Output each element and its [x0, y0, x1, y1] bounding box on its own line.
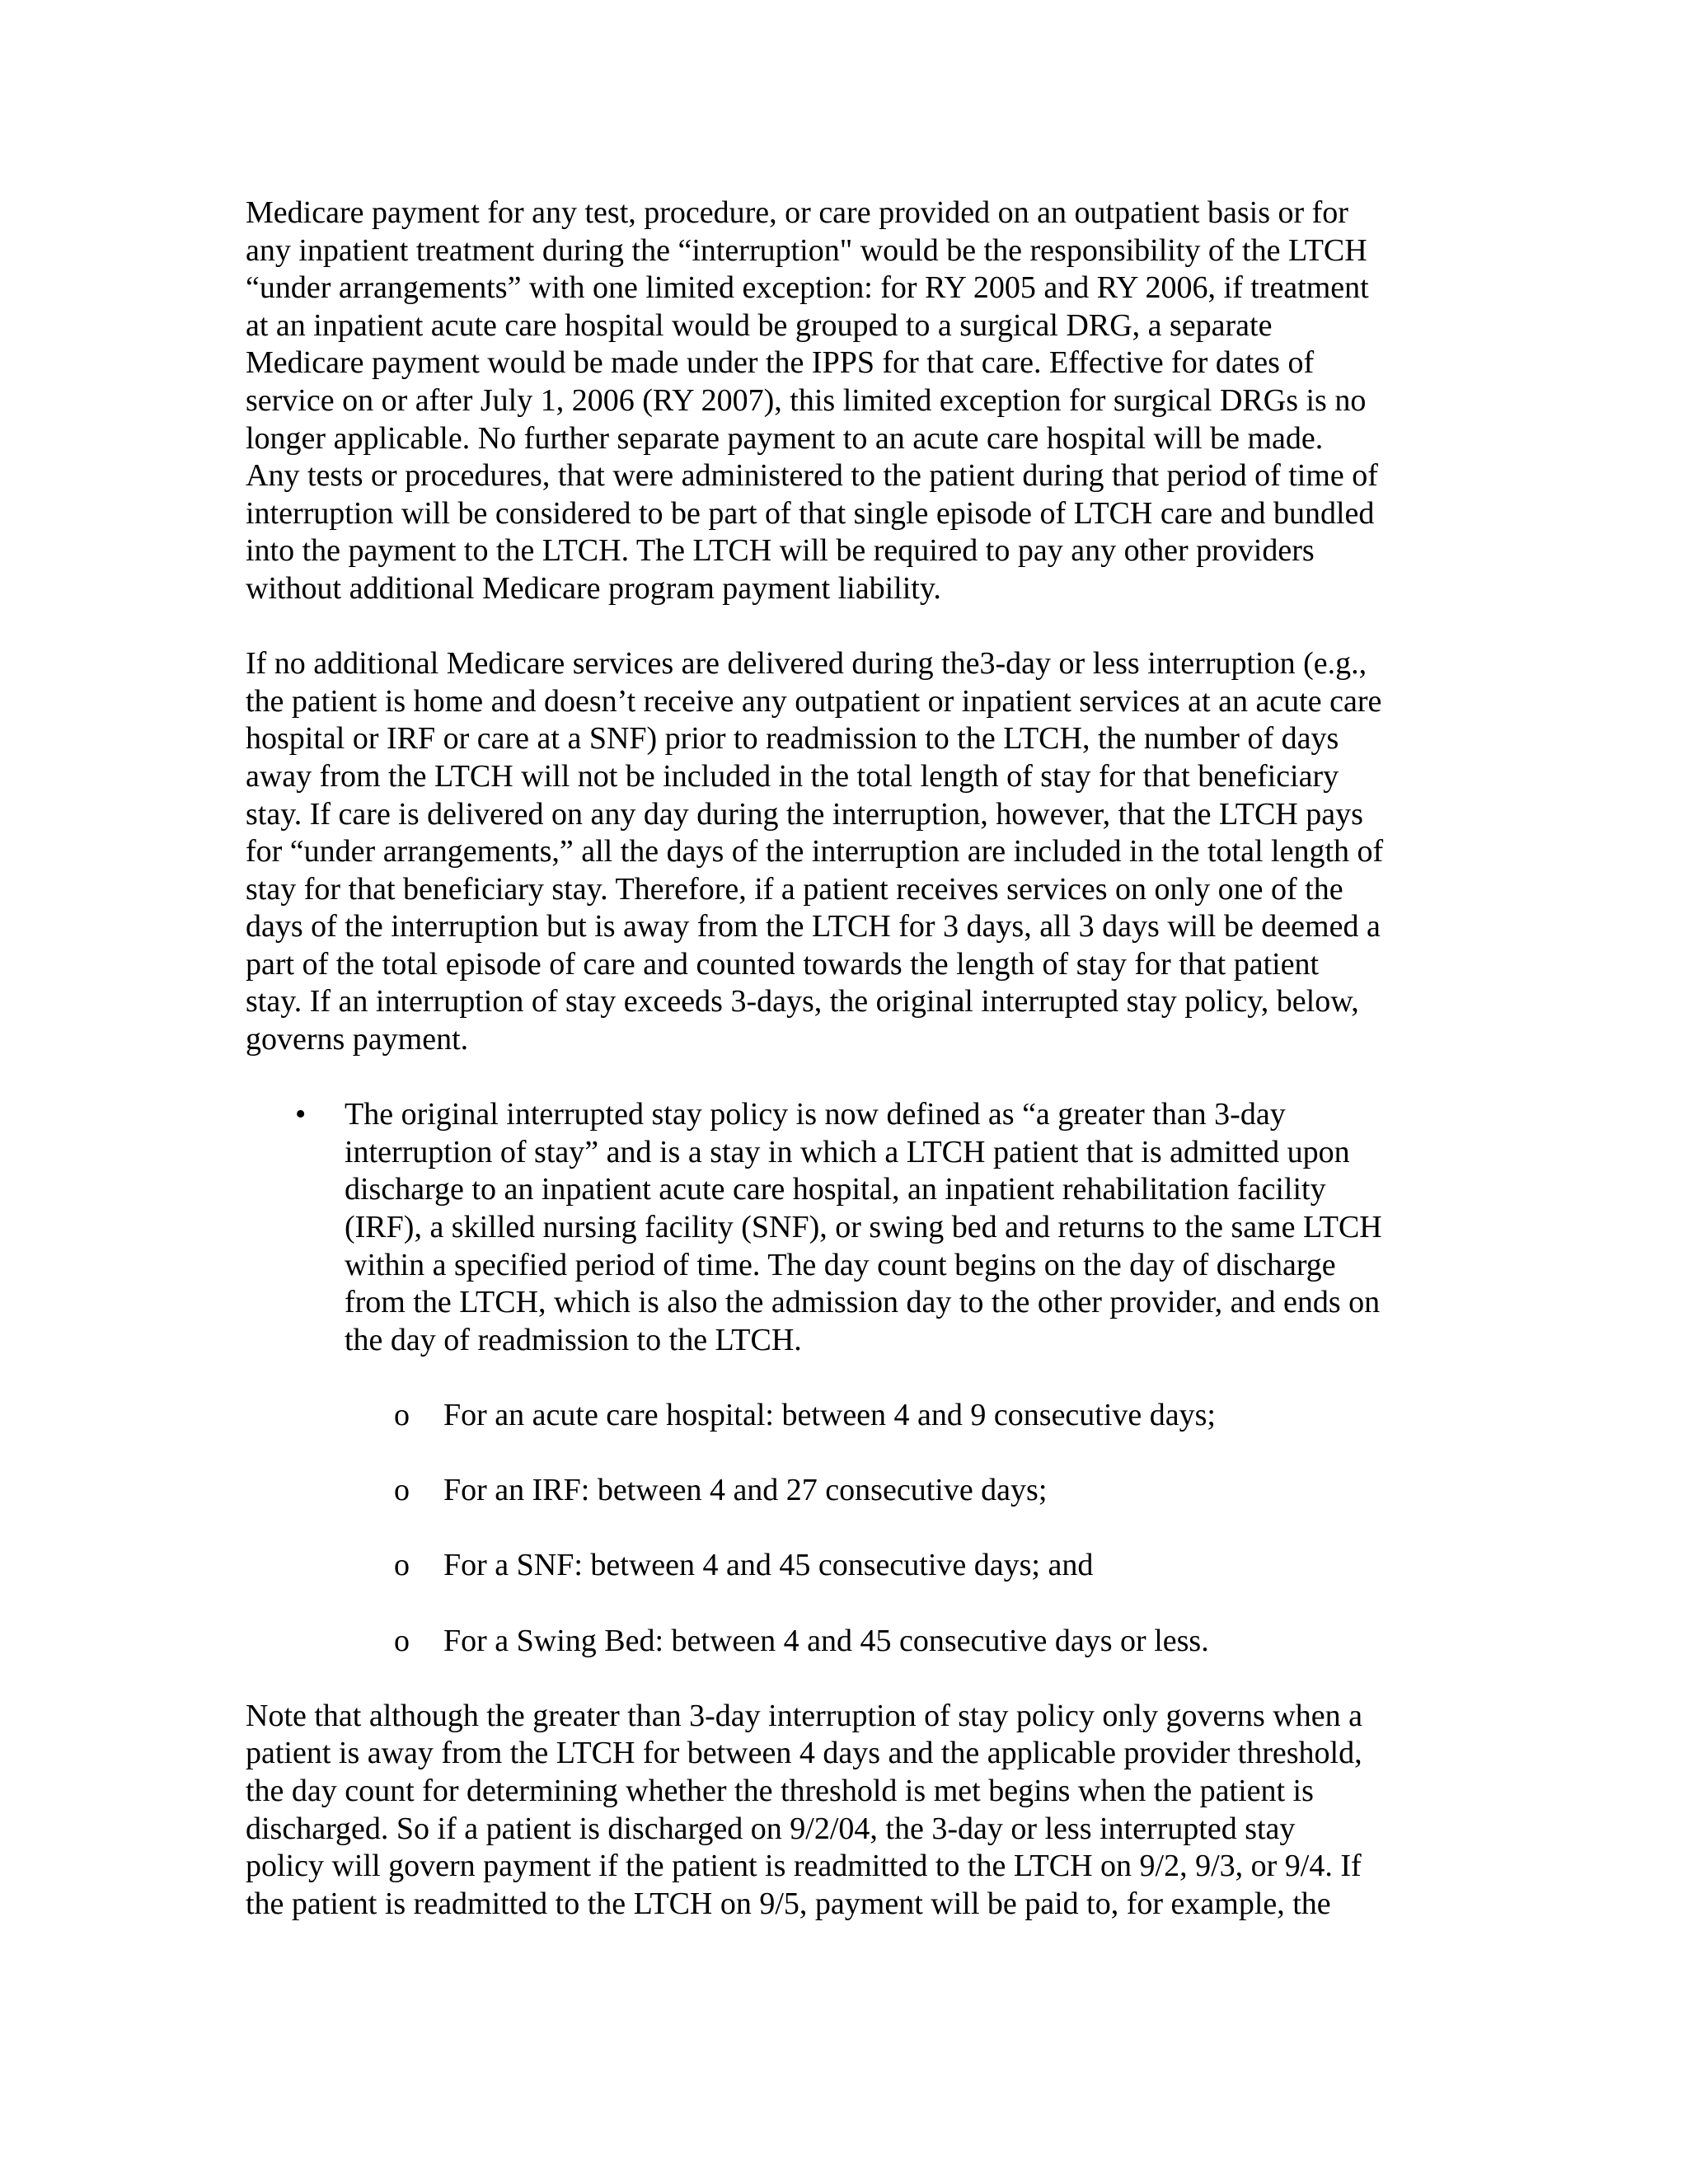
threshold-list	[246, 1397, 1449, 1660]
text-line: stay for that beneficiary stay. Therefore, if a patient receives services on only one of the	[246, 871, 1343, 907]
text-line: If no additional Medicare services are delivered during the3-day or less interruption (e.g.,	[246, 646, 1367, 682]
sub-bullet-marker: o	[394, 1548, 410, 1583]
text-line: policy will govern payment if the patient is readmitted to the LTCH on 9/2, 9/3, or 9/4. If	[246, 1849, 1362, 1884]
text-line: discharge to an inpatient acute care hospital, an inpatient rehabilitation facility	[345, 1172, 1326, 1207]
text-line: interruption will be considered to be part of that single episode of LTCH care and bundled	[246, 495, 1375, 531]
text-line: part of the total episode of care and counted towards the length of stay for that patient	[246, 946, 1320, 982]
text-line: from the LTCH, which is also the admission day to the other provider, and ends on	[345, 1285, 1381, 1320]
paragraph-three-day-interruption	[246, 645, 1449, 1059]
document-page	[246, 194, 1449, 1923]
text-line: interruption of stay” and is a stay in which a LTCH patient that is admitted upon	[345, 1134, 1350, 1169]
paragraph-day-count-note	[246, 1698, 1449, 1924]
text-line: For an acute care hospital: between 4 and 9 consecutive days;	[443, 1398, 1216, 1432]
text-line: hospital or IRF or care at a SNF) prior to readmission to the LTCH, the number of days	[246, 721, 1339, 757]
text-line: “under arrangements” with one limited exception: for RY 2005 and RY 2006, if treatment	[246, 270, 1369, 306]
text-line: Medicare payment for any test, procedure, or care provided on an outpatient basis or for	[246, 195, 1348, 230]
list-item	[246, 1623, 1449, 1661]
text-line: the patient is readmitted to the LTCH on 9/5, payment will be paid to, for example, the	[246, 1886, 1331, 1921]
text-line: Note that although the greater than 3-day interruption of stay policy only governs when a	[246, 1698, 1362, 1733]
text-line: (IRF), a skilled nursing facility (SNF), or swing bed and returns to the same LTCH	[345, 1210, 1382, 1245]
sub-bullet-marker: o	[394, 1623, 410, 1658]
text-line: Medicare payment would be made under the IPPS for that care. Effective for dates of	[246, 345, 1315, 381]
text-line: The original interrupted stay policy is now defined as “a greater than 3-day	[345, 1097, 1286, 1132]
bullet-marker: •	[295, 1097, 307, 1132]
text-line: governs payment.	[246, 1022, 469, 1057]
text-line: For an IRF: between 4 and 27 consecutive days;	[443, 1473, 1048, 1508]
text-line: longer applicable. No further separate payment to an acute care hospital will be made.	[246, 420, 1324, 456]
list-item	[246, 1472, 1449, 1510]
text-line: at an inpatient acute care hospital would be grouped to a surgical DRG, a separate	[246, 307, 1273, 343]
text-line: for “under arrangements,” all the days of the interruption are included in the total length of	[246, 834, 1384, 869]
text-line: without additional Medicare program payment liability.	[246, 570, 941, 606]
text-line: any inpatient treatment during the “interruption" would be the responsibility of the LTCH	[246, 232, 1367, 268]
text-line: stay. If care is delivered on any day during the interruption, however, that the LTCH pays	[246, 796, 1363, 832]
text-line: For a SNF: between 4 and 45 consecutive days; and	[443, 1548, 1094, 1583]
paragraph-outpatient-payment	[246, 194, 1449, 608]
text-line: For a Swing Bed: between 4 and 45 consecutive days or less.	[443, 1623, 1209, 1658]
text-line: away from the LTCH will not be included in the total length of stay for that beneficiary	[246, 758, 1339, 794]
text-line: discharged. So if a patient is discharged on 9/2/04, the 3-day or less interrupted stay	[246, 1811, 1296, 1846]
bullet-item-original-policy	[246, 1096, 1449, 1359]
text-line: stay. If an interruption of stay exceeds 3-days, the original interrupted stay policy, below,	[246, 984, 1359, 1019]
list-item	[246, 1547, 1449, 1585]
text-line: Any tests or procedures, that were administered to the patient during that period of time of	[246, 458, 1378, 494]
text-line: into the payment to the LTCH. The LTCH will be required to pay any other providers	[246, 533, 1315, 569]
sub-bullet-marker: o	[394, 1473, 410, 1508]
list-item	[246, 1397, 1449, 1435]
text-line: the day of readmission to the LTCH.	[345, 1322, 802, 1357]
text-line: service on or after July 1, 2006 (RY 2007), this limited exception for surgical DRGs is no	[246, 382, 1367, 418]
bullet-list	[246, 1096, 1449, 1359]
text-line: days of the interruption but is away from the LTCH for 3 days, all 3 days will be deemed a	[246, 909, 1381, 944]
text-line: within a specified period of time. The day count begins on the day of discharge	[345, 1247, 1336, 1282]
text-line: patient is away from the LTCH for between 4 days and the applicable provider threshold,	[246, 1736, 1362, 1771]
text-line: the patient is home and doesn’t receive any outpatient or inpatient services at an acute care	[246, 683, 1382, 719]
text-line: the day count for determining whether the threshold is met begins when the patient is	[246, 1773, 1314, 1808]
sub-bullet-marker: o	[394, 1398, 410, 1432]
